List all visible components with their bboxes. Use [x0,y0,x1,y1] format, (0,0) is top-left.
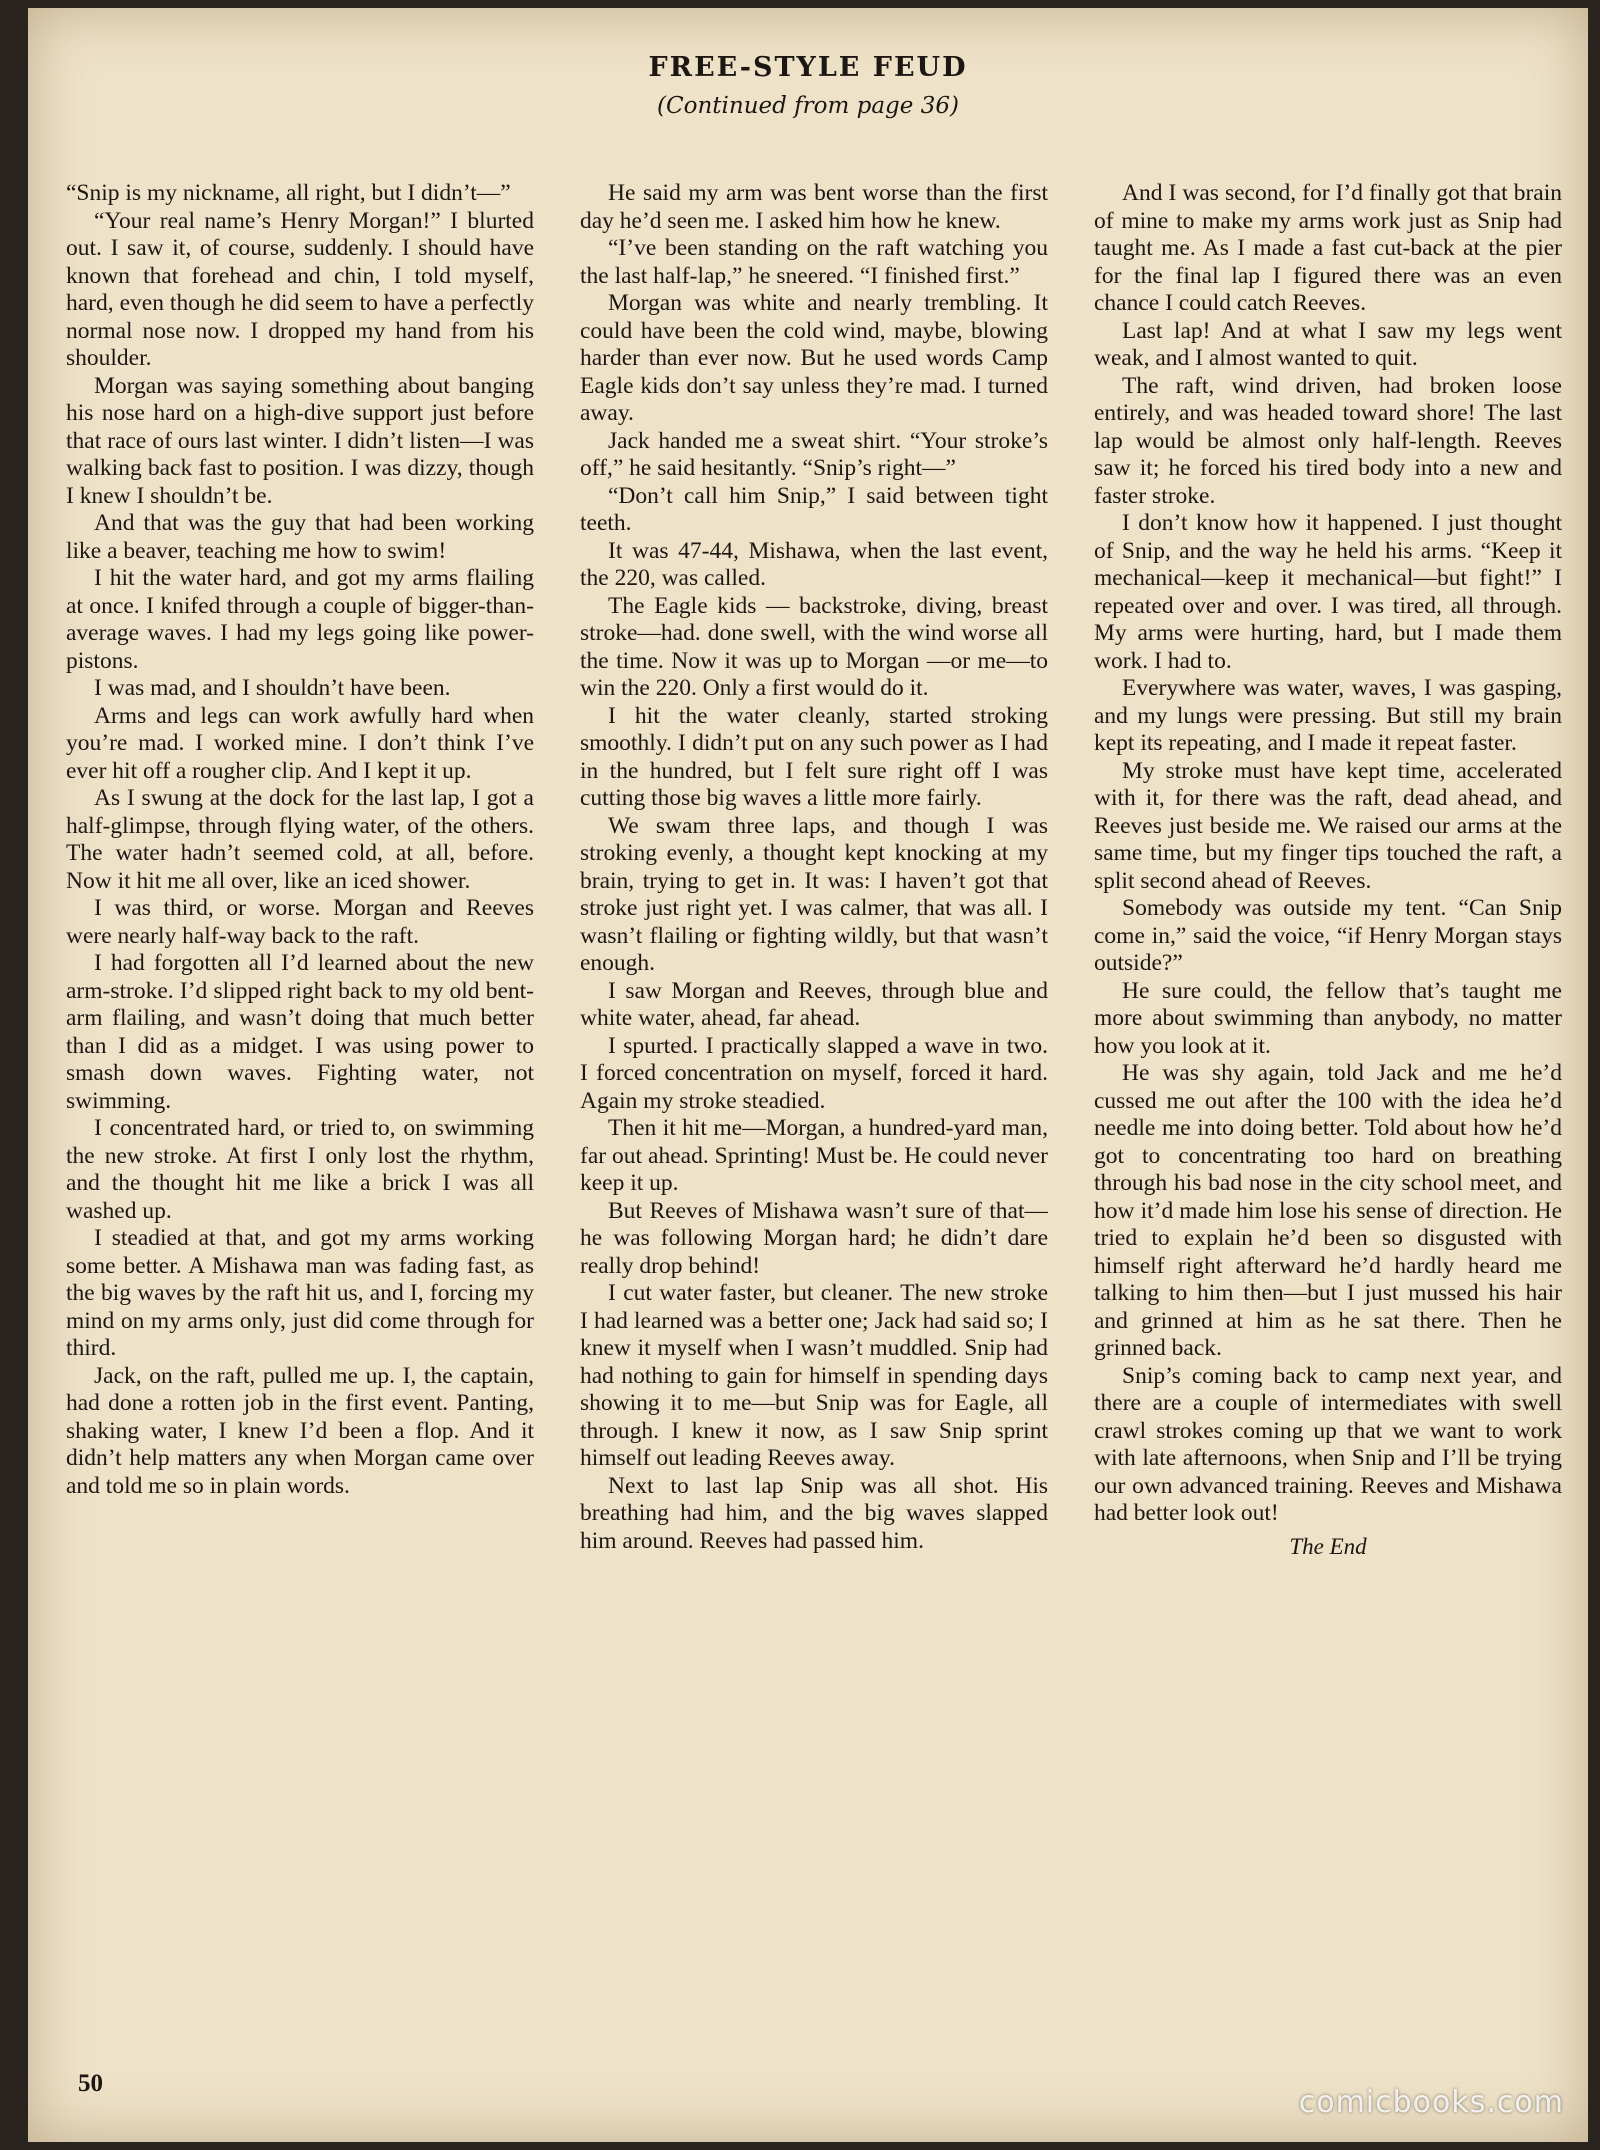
paragraph: “Don’t call him Snip,” I said between tight teeth. [580,482,1048,536]
paragraph: Somebody was outside my tent. “Can Snip come in,” said the voice, “if Henry Morgan stays outside?” [1094,895,1562,976]
text-column-1 [66,180,534,2050]
article-header [28,52,1588,119]
the-end-label: The End [1289,1533,1367,1559]
paragraph: I hit the water cleanly, started stroking smoothly. I didn’t put on any such power as I had in the hundred, but I felt sure right off I was cutting those big waves a little more fairly. [580,702,1048,811]
paragraph: I was mad, and I shouldn’t have been. [94,675,451,701]
paragraph: But Reeves of Mishawa wasn’t sure of that—he was following Morgan hard; he didn’t dare really drop behind! [580,1197,1048,1279]
paragraph: I concentrated hard, or tried to, on swimming the new stroke. At first I only lost the rhythm, and the thought hit me like a brick I was all washed up. [66,1115,534,1224]
paragraph: He said my arm was bent worse than the first day he’d seen me. I asked him how he knew. [580,180,1048,234]
paragraph: Snip’s coming back to camp next year, and there are a couple of intermediates with swell crawl strokes coming up that we want to work with late afternoons, when Snip and I’ll be trying our own advanced training. Reeves and Mishawa had better look out! [1094,1362,1562,1526]
paragraph: I cut water faster, but cleaner. The new stroke I had learned was a better one; Jack had said so; I knew it myself when I wasn’t muddled. Snip had had nothing to gain for himself in spending days showing it to me—but Snip was for Eagle, all through. I knew it now, as I saw Snip sprint himself out leading Reeves away. [580,1280,1048,1471]
paragraph: Jack handed me a sweat shirt. “Your stroke’s off,” he said hesitantly. “Snip’s right—” [580,427,1048,481]
page-number: 50 [78,2070,103,2097]
continued-from-note: (Continued from page 36) [657,93,959,119]
paragraph: As I swung at the dock for the last lap, I got a half-glimpse, through flying water, of the others. The water hadn’t seemed cold, at all, before. Now it hit me all over, like an iced shower. [66,785,534,894]
paragraph: He sure could, the fellow that’s taught me more about swimming than anybody, no matter how you look at it. [1094,977,1562,1059]
paragraph: “I’ve been standing on the raft watching you the last half-lap,” he sneered. “I finished first.” [580,235,1048,289]
paragraph: We swam three laps, and though I was stroking evenly, a thought kept knocking at my brain, trying to get in. It was: I haven’t got that stroke just right yet. I was calmer, that was all. I wasn’t flailing or fighting wildly, but that wasn’t enough. [580,812,1048,976]
paragraph: Jack, on the raft, pulled me up. I, the captain, had done a rotten job in the first event. Panting, shaking water, I knew I’d been a flop. And it didn’t help matters any when Morgan came over and told me so in plain words. [66,1362,534,1499]
paragraph: Then it hit me—Morgan, a hundred-yard man, far out ahead. Sprinting! Must be. He could never keep it up. [580,1115,1048,1196]
paragraph: It was 47-44, Mishawa, when the last event, the 220, was called. [580,537,1048,591]
paragraph: I spurted. I practically slapped a wave in two. I forced concentration on myself, forced it hard. Again my stroke steadied. [580,1032,1048,1114]
text-column-3 [1094,180,1562,2050]
paragraph: My stroke must have kept time, accelerated with it, for there was the raft, dead ahead, and Reeves just beside me. We raised our arms at the same time, but my finger tips touched the raft, a split second ahead of Reeves. [1094,757,1562,894]
paragraph: Morgan was white and nearly trembling. It could have been the cold wind, maybe, blowing harder than ever now. But he used words Camp Eagle kids don’t say unless they’re mad. I turned away. [580,290,1048,426]
paragraph: I was third, or worse. Morgan and Reeves were nearly half-way back to the raft. [66,895,534,949]
paragraph: He was shy again, told Jack and me he’d cussed me out after the 100 with the idea he’d needle me into doing better. Told about how he’d got to concentrating too hard on breathing through his bad nose in the city school meet, and how it’d made him lose his sense of direction. He tried to explain he’d been so disgusted with himself right afterward he’d hardly heard me talking to him then—but I just mussed his hair and grinned at him as he sat there. Then he grinned back. [1094,1060,1562,1361]
paragraph: Arms and legs can work awfully hard when you’re mad. I worked mine. I don’t think I’ve ever hit off a rougher clip. And I kept it up. [66,702,534,784]
paragraph: And I was second, for I’d finally got that brain of mine to make my arms work just as Snip had taught me. As I made a fast cut-back at the pier for the final lap I figured there was an even chance I could catch Reeves. [1094,180,1562,316]
watermark: comicbooks.com [1298,2085,1564,2120]
paragraph: I saw Morgan and Reeves, through blue and white water, ahead, far ahead. [580,977,1048,1031]
paragraph: “Snip is my nickname, all right, but I didn’t—” [66,180,511,206]
paragraph: I steadied at that, and got my arms working some better. A Mishawa man was fading fast, as the big waves by the raft hit us, and I, forcing my mind on my arms only, just did come through for third. [66,1225,534,1361]
paragraph: I had forgotten all I’d learned about the new arm-stroke. I’d slipped right back to my old bent-arm flailing, and wasn’t doing that much better than I did as a midget. I was using power to smash down waves. Fighting water, not swimming. [66,950,534,1114]
article-columns [66,180,1562,2050]
paragraph: I hit the water hard, and got my arms flailing at once. I knifed through a couple of bigger-than-average waves. I had my legs going like power-pistons. [66,565,534,674]
article-title: FREE-STYLE FEUD [648,52,968,83]
magazine-page [28,8,1588,2142]
paragraph: Everywhere was water, waves, I was gasping, and my lungs were pressing. But still my brain kept its repeating, and I made it repeat faster. [1094,675,1562,756]
paragraph: Last lap! And at what I saw my legs went weak, and I almost wanted to quit. [1094,317,1562,371]
paragraph: Next to last lap Snip was all shot. His breathing had him, and the big waves slapped him around. Reeves had passed him. [580,1472,1048,1554]
paragraph: The raft, wind driven, had broken loose entirely, and was headed toward shore! The last lap would be almost only half-length. Reeves saw it; he forced his tired body into a new and faster stroke. [1094,372,1562,509]
paragraph: “Your real name’s Henry Morgan!” I blurted out. I saw it, of course, suddenly. I should have known that forehead and chin, I told myself, hard, even though he did seem to have a perfectly normal nose now. I dropped my hand from his shoulder. [66,207,534,371]
paragraph: The Eagle kids — backstroke, diving, breast stroke—had. done swell, with the wind worse all the time. Now it was up to Morgan —or me—to win the 220. Only a first would do it. [580,592,1048,701]
paragraph: I don’t know how it happened. I just thought of Snip, and the way he held his arms. “Keep it mechanical—keep it mechanical—but fight!” I repeated over and over. I was tired, all through. My arms were hurting, hard, but I made them work. I had to. [1094,510,1562,674]
paragraph: And that was the guy that had been working like a beaver, teaching me how to swim! [66,510,534,564]
text-column-2 [580,180,1048,2050]
paragraph: Morgan was saying something about banging his nose hard on a high-dive support just before that race of ours last winter. I didn’t listen—I was walking back fast to position. I was dizzy, though I knew I shouldn’t be. [66,372,534,509]
